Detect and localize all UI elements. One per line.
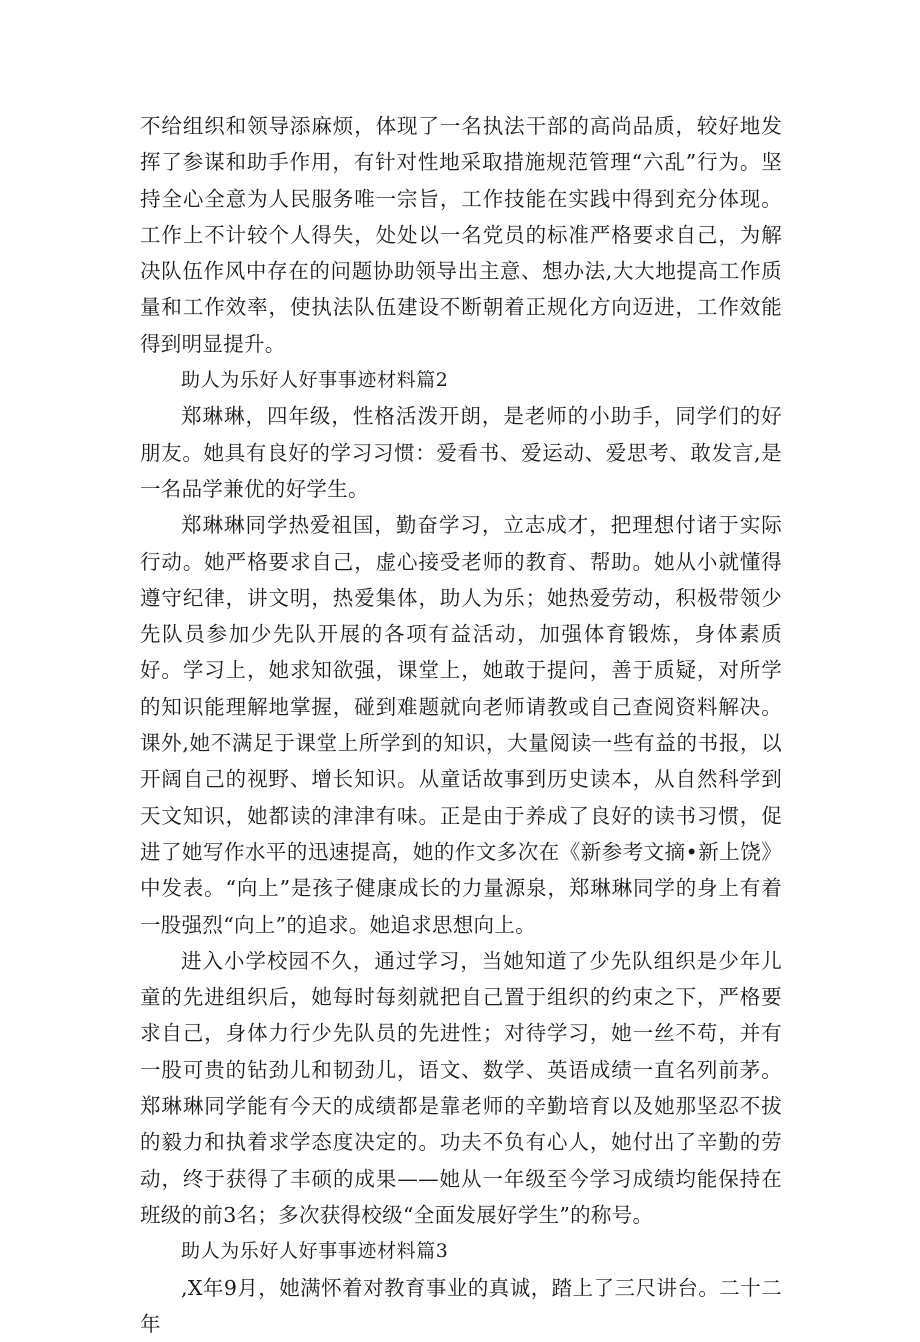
- section-heading-3: 助人为乐好人好事事迹材料篇3: [140, 1233, 782, 1269]
- paragraph-1: 不给组织和领导添麻烦，体现了一名执法干部的高尚品质，较好地发挥了参谋和助手作用，有针对性地采取措施规范管理“六乱”行为。坚持全心全意为人民服务唯一宗旨，工作技能在实践中得到充分体现。工作上不计较个人得失，处处以一名党员的标准严格要求自己，为解决队伍作风中存在的问题协助领导出主意、想办法,大大地提高工作质量和工作效率，使执法队伍建设不断朝着正规化方向迈进，工作效能得到明显提升。: [140, 108, 782, 362]
- paragraph-3: 郑琳琳同学热爱祖国，勤奋学习，立志成才，把理想付诸于实际行动。她严格要求自己，虚心接受老师的教育、帮助。她从小就懂得遵守纪律，讲文明，热爱集体，助人为乐；她热爱劳动，积极带领少先队员参加少先队开展的各项有益活动，加强体育锻炼，身体素质好。学习上，她求知欲强，课堂上，她敢于提问，善于质疑，对所学的知识能理解地掌握，碰到难题就向老师请教或自己查阅资料解决。课外,她不满足于课堂上所学到的知识，大量阅读一些有益的书报，以开阔自己的视野、增长知识。从童话故事到历史读本，从自然科学到天文知识，她都读的津津有味。正是由于养成了良好的读书习惯，促进了她写作水平的迅速提高，她的作文多次在《新参考文摘•新上饶》中发表。“向上”是孩子健康成长的力量源泉，郑琳琳同学的身上有着一股强烈“向上”的追求。她追求思想向上。: [140, 507, 782, 943]
- paragraph-2: 郑琳琳，四年级，性格活泼开朗，是老师的小助手，同学们的好朋友。她具有良好的学习习惯：爱看书、爱运动、爱思考、敢发言,是一名品学兼优的好学生。: [140, 398, 782, 507]
- section-heading-2: 助人为乐好人好事事迹材料篇2: [140, 362, 782, 398]
- paragraph-5: ,X年9月，她满怀着对教育事业的真诚，踏上了三尺讲台。二十二年: [140, 1270, 782, 1342]
- document-page: [140, 108, 782, 1342]
- paragraph-4: 进入小学校园不久，通过学习，当她知道了少先队组织是少年儿童的先进组织后，她每时每刻就把自己置于组织的约束之下，严格要求自己，身体力行少先队员的先进性；对待学习，她一丝不苟，并有一股可贵的钻劲儿和韧劲儿，语文、数学、英语成绩一直名列前茅。郑琳琳同学能有今天的成绩都是靠老师的辛勤培育以及她那坚忍不拔的毅力和执着求学态度决定的。功夫不负有心人，她付出了辛勤的劳动，终于获得了丰硕的成果——她从一年级至今学习成绩均能保持在班级的前3名；多次获得校级“全面发展好学生”的称号。: [140, 943, 782, 1233]
